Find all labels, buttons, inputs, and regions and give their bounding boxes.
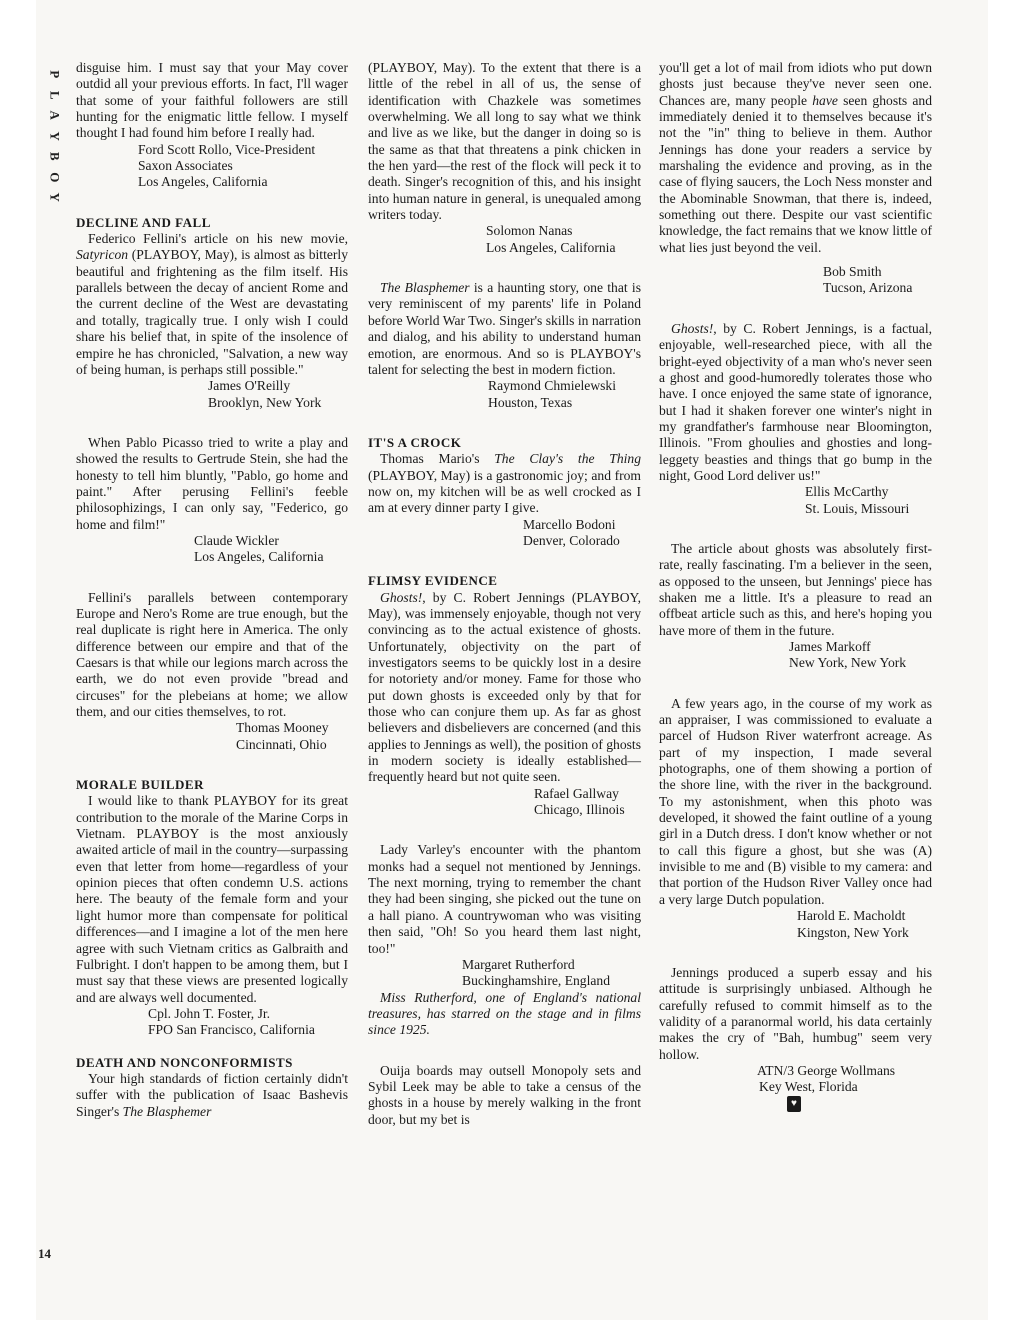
letter-signature [659,1063,932,1113]
signature-location: New York, New York [789,655,907,671]
signature-name: Thomas Mooney [236,720,329,736]
letter-signature [659,908,932,941]
page-number: 14 [38,1246,51,1261]
letter-paragraph: Ouija boards may outsell Monopoly sets and Sybil Leek may be able to take a census of the ghosts in a house by merely walking in the front door, but my bet is [368,1062,641,1127]
signature-company: Saxon Associates [138,158,233,174]
signature-name: Claude Wickler [194,532,279,548]
letter-paragraph: Ghosts!, by C. Robert Jennings (PLAYBOY, May), was immensely enjoyable, though not very convincing as to the actual existence of ghosts. Unfortunately, objectivity on the part of investigators seems to be quickly lost in a desire for notoriety and/or money. Fame for those who put down ghosts is exceeded only by that for those who can conjure them up. As far as ghost believers and disbelievers are concerned (and this applies to Jennings as well), the position of ghosts in modern society is ideally established—frequently heard but not quite seen. [368,589,641,785]
signature-location: Los Angeles, California [486,239,616,255]
signature-location: Cincinnati, Ohio [236,736,327,752]
signature-name: Solomon Nanas [486,223,573,239]
letter-paragraph: Lady Varley's encounter with the phantom monks had a sequel not mentioned by Jennings. The next morning, trying to remember the chant they had been singing, she picked out the tune on a hall piano. A countrywoman who was visiting then said, "Oh! So you heard them last night, too!" [368,842,641,956]
section-heading-flimsy-evidence: FLIMSY EVIDENCE [368,573,498,589]
side-letter-y: Y [47,131,63,141]
letter-paragraph: Ghosts!, by C. Robert Jennings, is a factual, enjoyable, well-researched piece, with all the bright-eyed objectivity of a man who's never seen a ghost and good-humoredly tolerates those who have. I once enjoyed the same state of ignorance, but I had it shaken forever one winter's night in my grandfather's farmhouse near Bloomington, Illinois. "From ghoulies and ghosties and long-leggety beasties and things that go bump in the night, Good Lord deliver us!" [659,320,932,483]
signature-name: Harold E. Macholdt [797,908,906,924]
signature-name: James Markoff [789,639,871,654]
section-heading-death-and-nonconformists: DEATH AND NONCONFORMISTS [76,1054,293,1070]
letter-paragraph: Fellini's parallels between contemporary Europe and Nero's Rome are true enough, but the real duplicate is right here in America. The only difference between our empire and that of the Caesars is that while our legions march across the earth, we do not even provide "bread and circuses" for the plebeians at home; we allow them, and our cities themselves, to rot. [76,589,348,720]
letter-paragraph: Your high standards of fiction certainly didn't suffer with the publication of Isaac Bashevis Singer's The Blasphemer [76,1070,348,1119]
signature-location: Los Angeles, California [194,549,324,565]
letter-signature [368,786,641,819]
letter-paragraph: disguise him. I must say that your May cover outdid all your previous efforts. In fact, I'll wager that some of your faithful followers are still hunting for the enigmatic little fellow. I myself thought I had found him before I really had. [76,60,348,141]
signature-location: Denver, Colorado [523,532,620,548]
letter-signature [368,378,641,411]
letter-paragraph: I would like to thank PLAYBOY for its great contribution to the morale of the Marine Corps in Vietnam. PLAYBOY is the most anxiously awaited article of mail in the country—surpassing even that letter from home—regardless of your opinion pieces that often condemn U.S. actions here. The beauty of the female form and your light humor more than compensate for political differences—and I imagine a lot of the men here agree with such Vietnam critics as Galbraith and Fulbright. I don't happen to be among them, but I must say that these views are presented logically and are always well documented. [76,793,348,1005]
side-letter-o: O [47,171,63,182]
signature-location: Kingston, New York [797,924,909,940]
letter-signature [368,517,641,550]
letter-signature [368,223,641,256]
column-1 [76,60,348,1120]
side-letter-a: A [47,110,63,120]
signature-name: Raymond Chmielewski [488,378,616,394]
letter-signature [76,142,348,191]
signature-name: James O'Reilly [208,378,291,394]
signature-location: Brooklyn, New York [208,394,322,410]
letter-signature [76,1006,348,1039]
letter-signature [659,484,932,517]
signature-name: Bob Smith [823,264,882,280]
rabbit-head-emblem-icon: ♥ [787,1096,801,1112]
letter-signature [368,957,641,990]
signature-name: Marcello Bodoni [523,516,616,532]
signature-location: Tucson, Arizona [823,280,913,296]
section-heading-its-a-crock: IT'S A CROCK [368,434,462,450]
signature-location: Houston, Texas [488,394,573,410]
letter-paragraph: Thomas Mario's The Clay's the Thing (PLAYBOY, May) is a gastronomic joy; and from now on, my kitchen will be as well crocked as I am at every dinner party I give. [368,451,641,516]
side-letter-y2: Y [47,192,63,202]
page-margin [988,0,1020,1320]
side-letter-p: P [47,70,63,79]
letter-signature [76,720,348,753]
section-heading-decline-and-fall: DECLINE AND FALL [76,214,211,230]
editor-note: Miss Rutherford, one of England's national treasures, has starred on the stage and in films since 1925. [368,989,641,1038]
running-head-playboy [44,64,64,208]
signature-name: Rafael Gallway [534,785,619,801]
signature-name: Ford Scott Rollo, Vice-President [138,141,316,157]
letter-paragraph: The Blasphemer is a haunting story, one that is very reminiscent of my parents' life in Poland before World War Two. Singer's skills in narration and dialog, and his ability to understand human emotion, are enormous. And so is PLAYBOY's talent for selecting the best in modern fiction. [368,280,641,377]
section-heading-morale-builder: MORALE BUILDER [76,777,204,793]
letter-paragraph: The article about ghosts was absolutely first-rate, really fascinating. I'm a believer in the seen, as opposed to the unseen, but Jennings' piece has shaken me a little. It's a pleasure to read an offbeat article such as this, and here's hoping you have more of them in the future. [659,540,932,638]
signature-location: St. Louis, Missouri [805,500,910,516]
letter-paragraph: A few years ago, in the course of my work as an appraiser, I was commissioned to evaluate a parcel of Hudson River waterfront acreage. As part of my inspection, I made several photographs, one of them showing a portion of the shore line, with the river in the background. To my astonishment, when this photo was developed, it showed the faint outline of a young girl in a Dutch dress. I don't know whether or not to call this figure a ghost, but she was (A) invisible to me and (B) visible to my camera: and that portion of the Hudson River Valley once had a very large Dutch population. [659,695,932,907]
signature-location: Los Angeles, California [138,174,268,190]
letter-paragraph: When Pablo Picasso tried to write a play and showed the results to Gertrude Stein, she had the honesty to tell him bluntly, "Pablo, go home and paint." After perusing Fellini's feeble philosophizings, I can only say, "Federico, go home and film!" [76,434,348,532]
signature-location: Buckinghamshire, England [462,973,610,989]
side-letter-b: B [47,151,63,161]
signature-name: Margaret Rutherford [462,956,575,972]
letter-paragraph: you'll get a lot of mail from idiots who put down ghosts just because they've never seen one. Chances are, many people have seen ghosts and immediately denied it to themselves because it's not the "in" thing to believe in them. Author Jennings has done your readers a service by marshaling the evidence and proving, as in the case of flying saucers, the Loch Ness monster and the Abominable Snowman, that there is, indeed, something out there. Despite our vast scientific knowledge, the fact remains that we know little of what lies just beyond the veil. [659,60,932,255]
signature-name: ATN/3 George Wollmans [757,1062,896,1078]
column-2 [368,60,641,1128]
signature-location: FPO San Francisco, California [148,1022,315,1038]
letter-signature [659,264,932,297]
side-letter-l: L [47,90,63,100]
column-3 [659,60,932,1112]
letter-paragraph: Jennings produced a superb essay and his attitude is surprisingly unbiased. Although he carefully refused to commit himself as to the validity of a paranormal world, his data certainly makes the cry of "Bah, humbug" seem very hollow. [659,964,932,1062]
signature-name: Cpl. John T. Foster, Jr. [148,1005,271,1021]
letter-signature [659,639,932,672]
signature-name: Ellis McCarthy [805,484,889,500]
letter-signature [76,533,348,566]
letter-paragraph: (PLAYBOY, May). To the extent that there is a little of the rebel in all of us, the sense of identification with Chazkele was sometimes overwhelming. We all long to say what we think and live as we like, but the danger in doing so is the same as that that threatens a pink chicken in the hen yard—the rest of the flock will peck it to death. Singer's recognition of this, and his insight into human nature in general, is unequaled among writers today. [368,60,641,223]
letter-paragraph: Federico Fellini's article on his new movie, Satyricon (PLAYBOY, May), is almost as bitterly beautiful and frightening as the film itself. His parallels between the decay of ancient Rome and the current decline of the West are devastating and totally, tragically true. I only wish I could share his belief that, in spite of the insolence of empire he has chronicled, "Salvation, a new way of being human, is perhaps still possible." [76,231,348,377]
signature-location: Key West, Florida [759,1079,858,1095]
signature-location: Chicago, Illinois [534,802,625,818]
letter-signature [76,378,348,411]
